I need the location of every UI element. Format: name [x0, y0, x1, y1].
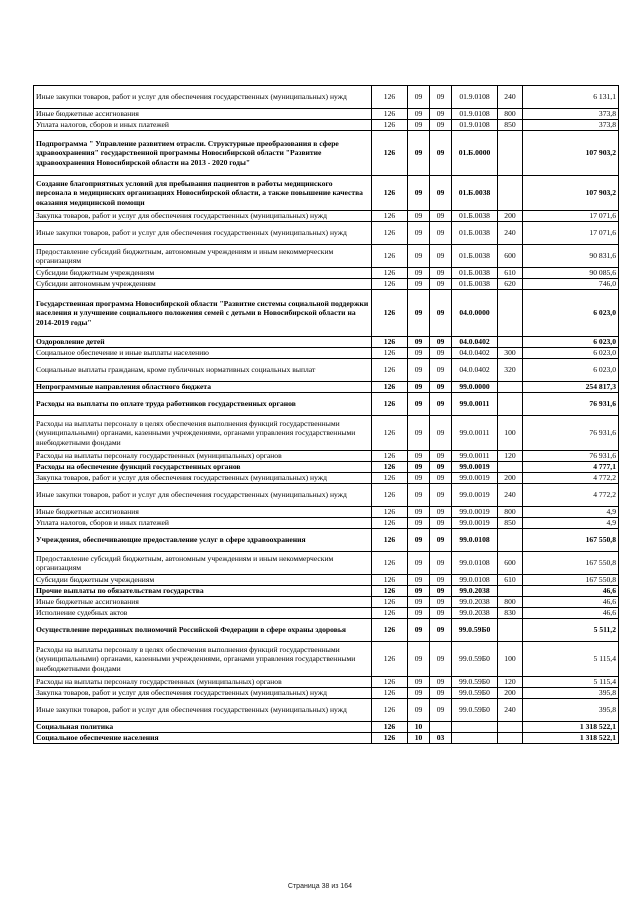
cell-subsection: 09 — [430, 608, 452, 619]
table-row — [34, 518, 619, 529]
cell-target-article: 99.0.59Б0 — [452, 642, 498, 677]
cell-expense-type — [498, 393, 523, 416]
cell-subsection: 09 — [430, 120, 452, 131]
cell-subsection: 09 — [430, 290, 452, 337]
cell-name: Закупка товаров, работ и услуг для обеспечения государственных (муниципальных) нужд — [34, 473, 372, 484]
cell-section: 09 — [408, 382, 430, 393]
cell-section: 10 — [408, 722, 430, 733]
cell-expense-type — [498, 337, 523, 348]
table-row — [34, 575, 619, 586]
cell-target-article: 99.0.2038 — [452, 586, 498, 597]
cell-subsection: 09 — [430, 677, 452, 688]
table-row — [34, 484, 619, 507]
cell-department: 126 — [372, 484, 408, 507]
table-row — [34, 688, 619, 699]
cell-department: 126 — [372, 699, 408, 722]
cell-expense-type — [498, 529, 523, 552]
cell-name: Осуществление переданных полномочий Российской Федерации в сфере охраны здоровья — [34, 619, 372, 642]
cell-section: 09 — [408, 642, 430, 677]
cell-name: Оздоровление детей — [34, 337, 372, 348]
cell-department: 126 — [372, 359, 408, 382]
table-row — [34, 359, 619, 382]
cell-name: Социальные выплаты гражданам, кроме публичных нормативных социальных выплат — [34, 359, 372, 382]
cell-expense-type — [498, 586, 523, 597]
table-row — [34, 86, 619, 109]
cell-department: 126 — [372, 290, 408, 337]
cell-expense-type — [498, 290, 523, 337]
cell-subsection: 09 — [430, 268, 452, 279]
cell-expense-type: 240 — [498, 484, 523, 507]
page-number: Страница 38 из 164 — [287, 883, 353, 890]
cell-target-article: 99.0.0108 — [452, 529, 498, 552]
cell-target-article: 99.0.0108 — [452, 575, 498, 586]
cell-name: Предоставление субсидий бюджетным, автономным учреждениям и иным некоммерческим организациям — [34, 552, 372, 575]
cell-section: 09 — [408, 416, 430, 451]
cell-target-article: 99.0.2038 — [452, 608, 498, 619]
cell-department: 126 — [372, 245, 408, 268]
cell-section: 09 — [408, 552, 430, 575]
table-row — [34, 677, 619, 688]
cell-department: 126 — [372, 279, 408, 290]
cell-target-article: 01.Б.0038 — [452, 211, 498, 222]
cell-target-article: 01.Б.0038 — [452, 279, 498, 290]
cell-amount: 46,6 — [523, 608, 619, 619]
cell-expense-type — [498, 382, 523, 393]
cell-expense-type: 620 — [498, 279, 523, 290]
cell-amount: 76 931,6 — [523, 416, 619, 451]
table-row — [34, 245, 619, 268]
cell-name: Государственная программа Новосибирской области "Развитие системы социальной поддержки населения и улучшение социального положения семей с детьми в Новосибирской области на 2014-2019 годы" — [34, 290, 372, 337]
cell-name: Иные бюджетные ассигнования — [34, 109, 372, 120]
cell-section: 09 — [408, 120, 430, 131]
cell-department: 126 — [372, 86, 408, 109]
table-row — [34, 699, 619, 722]
cell-department: 126 — [372, 473, 408, 484]
cell-expense-type: 240 — [498, 86, 523, 109]
cell-section: 09 — [408, 619, 430, 642]
cell-section: 09 — [408, 688, 430, 699]
cell-amount: 4 772,2 — [523, 473, 619, 484]
table-row — [34, 268, 619, 279]
cell-target-article: 01.Б.0038 — [452, 222, 498, 245]
cell-section: 09 — [408, 348, 430, 359]
table-row — [34, 722, 619, 733]
cell-name: Иные закупки товаров, работ и услуг для обеспечения государственных (муниципальных) нужд — [34, 484, 372, 507]
cell-target-article: 99.0.2038 — [452, 597, 498, 608]
cell-subsection: 09 — [430, 211, 452, 222]
cell-department: 126 — [372, 382, 408, 393]
table-row — [34, 473, 619, 484]
cell-department: 126 — [372, 462, 408, 473]
cell-expense-type: 800 — [498, 507, 523, 518]
cell-amount: 17 071,6 — [523, 211, 619, 222]
cell-expense-type: 610 — [498, 268, 523, 279]
cell-subsection: 09 — [430, 222, 452, 245]
cell-subsection: 09 — [430, 337, 452, 348]
cell-subsection: 09 — [430, 529, 452, 552]
cell-name: Прочие выплаты по обязательствам государства — [34, 586, 372, 597]
cell-department: 126 — [372, 337, 408, 348]
cell-target-article: 01.Б.0000 — [452, 131, 498, 176]
cell-section: 09 — [408, 451, 430, 462]
cell-expense-type — [498, 462, 523, 473]
cell-name: Иные закупки товаров, работ и услуг для обеспечения государственных (муниципальных) нужд — [34, 86, 372, 109]
cell-target-article: 99.0.0019 — [452, 507, 498, 518]
table-row — [34, 608, 619, 619]
cell-target-article: 99.0.59Б0 — [452, 677, 498, 688]
cell-amount: 5 115,4 — [523, 677, 619, 688]
cell-expense-type — [498, 176, 523, 211]
cell-amount: 254 817,3 — [523, 382, 619, 393]
cell-amount: 4,9 — [523, 518, 619, 529]
cell-amount: 90 831,6 — [523, 245, 619, 268]
cell-department: 126 — [372, 507, 408, 518]
budget-table — [33, 85, 619, 744]
cell-department: 126 — [372, 677, 408, 688]
cell-amount: 107 903,2 — [523, 131, 619, 176]
cell-name: Исполнение судебных актов — [34, 608, 372, 619]
table-row — [34, 507, 619, 518]
cell-section: 09 — [408, 473, 430, 484]
cell-name: Закупка товаров, работ и услуг для обеспечения государственных (муниципальных) нужд — [34, 211, 372, 222]
cell-department: 126 — [372, 109, 408, 120]
table-row — [34, 290, 619, 337]
table-row — [34, 382, 619, 393]
cell-amount: 6 023,0 — [523, 290, 619, 337]
cell-department: 126 — [372, 575, 408, 586]
cell-target-article: 01.Б.0038 — [452, 245, 498, 268]
table-row — [34, 348, 619, 359]
cell-expense-type: 850 — [498, 120, 523, 131]
cell-section: 09 — [408, 597, 430, 608]
cell-subsection: 09 — [430, 484, 452, 507]
cell-amount: 46,6 — [523, 586, 619, 597]
cell-target-article: 99.0.0019 — [452, 518, 498, 529]
cell-expense-type: 200 — [498, 688, 523, 699]
cell-department: 126 — [372, 552, 408, 575]
cell-target-article: 99.0.0019 — [452, 484, 498, 507]
cell-subsection: 09 — [430, 416, 452, 451]
table-row — [34, 619, 619, 642]
cell-target-article: 99.0.0000 — [452, 382, 498, 393]
cell-target-article: 99.0.59Б0 — [452, 699, 498, 722]
cell-amount: 107 903,2 — [523, 176, 619, 211]
cell-name: Создание благоприятных условий для пребывания пациентов в работы медицинского персонала в медицинских организациях Новосибирской области, а также повышение качества оказания медицинской помощи — [34, 176, 372, 211]
cell-expense-type: 120 — [498, 451, 523, 462]
cell-subsection: 09 — [430, 575, 452, 586]
cell-amount: 167 550,8 — [523, 529, 619, 552]
cell-amount: 6 023,0 — [523, 359, 619, 382]
cell-subsection: 09 — [430, 382, 452, 393]
cell-department: 126 — [372, 176, 408, 211]
table-row — [34, 552, 619, 575]
cell-subsection: 09 — [430, 473, 452, 484]
cell-target-article: 04.0.0402 — [452, 337, 498, 348]
cell-name: Социальная политика — [34, 722, 372, 733]
cell-expense-type: 800 — [498, 597, 523, 608]
cell-name: Расходы на выплаты персоналу государственных (муниципальных) органов — [34, 451, 372, 462]
table-body — [34, 86, 619, 744]
cell-department: 126 — [372, 722, 408, 733]
cell-section: 09 — [408, 484, 430, 507]
cell-target-article: 99.0.0011 — [452, 416, 498, 451]
cell-section: 09 — [408, 462, 430, 473]
cell-name: Закупка товаров, работ и услуг для обеспечения государственных (муниципальных) нужд — [34, 688, 372, 699]
cell-target-article: 99.0.59Б0 — [452, 688, 498, 699]
cell-target-article: 04.0.0402 — [452, 359, 498, 382]
cell-name: Расходы на выплаты персоналу государственных (муниципальных) органов — [34, 677, 372, 688]
table-row — [34, 529, 619, 552]
cell-amount: 90 085,6 — [523, 268, 619, 279]
cell-department: 126 — [372, 688, 408, 699]
cell-expense-type — [498, 619, 523, 642]
cell-department: 126 — [372, 268, 408, 279]
cell-name: Уплата налогов, сборов и иных платежей — [34, 120, 372, 131]
cell-department: 126 — [372, 608, 408, 619]
cell-section: 09 — [408, 699, 430, 722]
cell-target-article: 99.0.0108 — [452, 552, 498, 575]
cell-amount: 6 131,1 — [523, 86, 619, 109]
cell-section: 09 — [408, 507, 430, 518]
table-row — [34, 416, 619, 451]
cell-subsection — [430, 722, 452, 733]
cell-subsection: 09 — [430, 642, 452, 677]
cell-amount: 4,9 — [523, 507, 619, 518]
cell-section: 09 — [408, 575, 430, 586]
cell-name: Расходы на обеспечение функций государственных органов — [34, 462, 372, 473]
table-row — [34, 393, 619, 416]
cell-target-article: 04.0.0000 — [452, 290, 498, 337]
cell-section: 10 — [408, 733, 430, 744]
cell-name: Расходы на выплаты персоналу в целях обеспечения выполнения функций государственными (муниципальными) органами, казенными учреждениями, органами управления государственными внебюджетными фондами — [34, 416, 372, 451]
cell-section: 09 — [408, 279, 430, 290]
cell-expense-type: 240 — [498, 222, 523, 245]
cell-name: Социальное обеспечение населения — [34, 733, 372, 744]
cell-target-article: 99.0.0011 — [452, 451, 498, 462]
cell-department: 126 — [372, 619, 408, 642]
cell-section: 09 — [408, 245, 430, 268]
cell-subsection: 09 — [430, 518, 452, 529]
cell-name: Субсидии бюджетным учреждениям — [34, 575, 372, 586]
cell-section: 09 — [408, 176, 430, 211]
cell-name: Подпрограмма " Управление развитием отрасли. Структурные преобразования в сфере здравоохранения" государственной программы Новосибирской области "Развитие здравоохранения Новосибирской области на 2013 - 2020 годы" — [34, 131, 372, 176]
cell-section: 09 — [408, 109, 430, 120]
cell-target-article — [452, 733, 498, 744]
cell-section: 09 — [408, 393, 430, 416]
cell-subsection: 09 — [430, 552, 452, 575]
table-row — [34, 131, 619, 176]
cell-subsection: 09 — [430, 688, 452, 699]
cell-amount: 167 550,8 — [523, 575, 619, 586]
cell-amount: 4 772,2 — [523, 484, 619, 507]
cell-subsection: 09 — [430, 359, 452, 382]
cell-department: 126 — [372, 642, 408, 677]
cell-section: 09 — [408, 86, 430, 109]
table-row — [34, 733, 619, 744]
cell-name: Субсидии бюджетным учреждениям — [34, 268, 372, 279]
cell-subsection: 09 — [430, 131, 452, 176]
cell-expense-type: 320 — [498, 359, 523, 382]
cell-name: Иные бюджетные ассигнования — [34, 597, 372, 608]
cell-expense-type: 800 — [498, 109, 523, 120]
cell-department: 126 — [372, 518, 408, 529]
table-row — [34, 176, 619, 211]
cell-amount: 76 931,6 — [523, 393, 619, 416]
cell-expense-type — [498, 733, 523, 744]
table-row — [34, 642, 619, 677]
cell-target-article: 99.0.59Б0 — [452, 619, 498, 642]
cell-department: 126 — [372, 733, 408, 744]
cell-section: 09 — [408, 268, 430, 279]
cell-department: 126 — [372, 348, 408, 359]
cell-amount: 76 931,6 — [523, 451, 619, 462]
cell-subsection: 09 — [430, 462, 452, 473]
cell-name: Расходы на выплаты персоналу в целях обеспечения выполнения функций государственными (муниципальными) органами, казенными учреждениями, органами управления государственными внебюджетными фондами — [34, 642, 372, 677]
table-row — [34, 279, 619, 290]
cell-expense-type: 200 — [498, 211, 523, 222]
cell-expense-type: 100 — [498, 416, 523, 451]
cell-section: 09 — [408, 290, 430, 337]
cell-expense-type: 830 — [498, 608, 523, 619]
cell-amount: 46,6 — [523, 597, 619, 608]
table-row — [34, 597, 619, 608]
cell-name: Непрограммные направления областного бюджета — [34, 382, 372, 393]
cell-subsection: 09 — [430, 451, 452, 462]
cell-amount: 373,8 — [523, 120, 619, 131]
cell-department: 126 — [372, 120, 408, 131]
cell-subsection: 09 — [430, 699, 452, 722]
table-row — [34, 462, 619, 473]
cell-subsection: 09 — [430, 348, 452, 359]
cell-subsection: 09 — [430, 586, 452, 597]
cell-expense-type: 120 — [498, 677, 523, 688]
cell-department: 126 — [372, 529, 408, 552]
cell-section: 09 — [408, 211, 430, 222]
cell-expense-type: 240 — [498, 699, 523, 722]
cell-subsection: 09 — [430, 109, 452, 120]
cell-name: Иные закупки товаров, работ и услуг для обеспечения государственных (муниципальных) нужд — [34, 699, 372, 722]
cell-target-article: 01.Б.0038 — [452, 268, 498, 279]
cell-name: Расходы на выплаты по оплате труда работников государственных органов — [34, 393, 372, 416]
cell-name: Предоставление субсидий бюджетным, автономным учреждениям и иным некоммерческим организациям — [34, 245, 372, 268]
table-row — [34, 222, 619, 245]
cell-amount: 395,8 — [523, 699, 619, 722]
cell-expense-type — [498, 131, 523, 176]
cell-department: 126 — [372, 222, 408, 245]
cell-amount: 6 023,0 — [523, 348, 619, 359]
cell-target-article: 99.0.0011 — [452, 393, 498, 416]
cell-section: 09 — [408, 586, 430, 597]
cell-expense-type: 100 — [498, 642, 523, 677]
cell-subsection: 09 — [430, 619, 452, 642]
cell-amount: 373,8 — [523, 109, 619, 120]
cell-expense-type: 850 — [498, 518, 523, 529]
cell-target-article — [452, 722, 498, 733]
table-row — [34, 586, 619, 597]
cell-name: Иные бюджетные ассигнования — [34, 507, 372, 518]
cell-amount: 6 023,0 — [523, 337, 619, 348]
cell-section: 09 — [408, 518, 430, 529]
cell-amount: 4 777,1 — [523, 462, 619, 473]
cell-section: 09 — [408, 529, 430, 552]
cell-target-article: 99.0.0019 — [452, 473, 498, 484]
cell-expense-type: 200 — [498, 473, 523, 484]
cell-subsection: 03 — [430, 733, 452, 744]
cell-target-article: 01.9.0108 — [452, 86, 498, 109]
cell-department: 126 — [372, 586, 408, 597]
cell-subsection: 09 — [430, 279, 452, 290]
cell-amount: 395,8 — [523, 688, 619, 699]
cell-department: 126 — [372, 393, 408, 416]
cell-amount: 746,0 — [523, 279, 619, 290]
cell-department: 126 — [372, 451, 408, 462]
cell-section: 09 — [408, 222, 430, 245]
cell-section: 09 — [408, 677, 430, 688]
table-row — [34, 120, 619, 131]
cell-department: 126 — [372, 131, 408, 176]
cell-amount: 17 071,6 — [523, 222, 619, 245]
cell-subsection: 09 — [430, 86, 452, 109]
cell-department: 126 — [372, 211, 408, 222]
cell-target-article: 99.0.0019 — [452, 462, 498, 473]
cell-name: Субсидии автономным учреждениям — [34, 279, 372, 290]
cell-amount: 5 115,4 — [523, 642, 619, 677]
table-row — [34, 451, 619, 462]
cell-section: 09 — [408, 131, 430, 176]
cell-department: 126 — [372, 416, 408, 451]
cell-subsection: 09 — [430, 507, 452, 518]
cell-expense-type: 600 — [498, 245, 523, 268]
cell-section: 09 — [408, 608, 430, 619]
cell-subsection: 09 — [430, 393, 452, 416]
cell-section: 09 — [408, 337, 430, 348]
cell-amount: 1 318 522,1 — [523, 722, 619, 733]
cell-expense-type: 610 — [498, 575, 523, 586]
table-row — [34, 109, 619, 120]
cell-target-article: 01.9.0108 — [452, 120, 498, 131]
cell-section: 09 — [408, 359, 430, 382]
cell-target-article: 01.Б.0038 — [452, 176, 498, 211]
cell-department: 126 — [372, 597, 408, 608]
cell-name: Уплата налогов, сборов и иных платежей — [34, 518, 372, 529]
cell-target-article: 04.0.0402 — [452, 348, 498, 359]
cell-expense-type: 600 — [498, 552, 523, 575]
cell-expense-type: 300 — [498, 348, 523, 359]
cell-subsection: 09 — [430, 176, 452, 211]
cell-amount: 5 511,2 — [523, 619, 619, 642]
cell-name: Иные закупки товаров, работ и услуг для обеспечения государственных (муниципальных) нужд — [34, 222, 372, 245]
cell-subsection: 09 — [430, 597, 452, 608]
cell-amount: 1 318 522,1 — [523, 733, 619, 744]
cell-target-article: 01.9.0108 — [452, 109, 498, 120]
cell-amount: 167 550,8 — [523, 552, 619, 575]
table-row — [34, 211, 619, 222]
cell-subsection: 09 — [430, 245, 452, 268]
cell-name: Социальное обеспечение и иные выплаты населению — [34, 348, 372, 359]
table-row — [34, 337, 619, 348]
cell-name: Учреждения, обеспечивающие предоставление услуг в сфере здравоохранения — [34, 529, 372, 552]
cell-expense-type — [498, 722, 523, 733]
